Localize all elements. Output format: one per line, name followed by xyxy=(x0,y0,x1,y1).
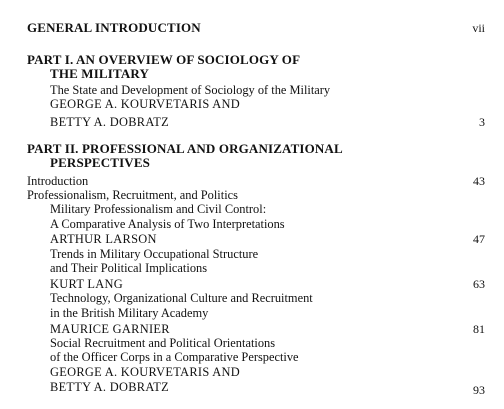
chapter-title: Military Professionalism and Civil Control: xyxy=(50,202,267,216)
part2-heading-text: PERSPECTIVES xyxy=(50,155,151,170)
author-name: KURT LANG xyxy=(50,277,123,291)
page-number: 63 xyxy=(473,277,485,291)
chapter-title: of the Officer Corps in a Comparative Perspective xyxy=(50,350,299,364)
chapter-title: Trends in Military Occupational Structure xyxy=(50,247,259,261)
part2-heading-text: PART II. PROFESSIONAL AND ORGANIZATIONAL xyxy=(27,141,343,156)
general-introduction-title: GENERAL INTRODUCTION xyxy=(27,20,201,35)
author-name: GEORGE A. KOURVETARIS AND xyxy=(50,365,240,379)
page-number: 81 xyxy=(473,322,485,336)
page-number: 3 xyxy=(479,115,485,129)
author-name: GEORGE A. KOURVETARIS AND xyxy=(50,97,240,111)
author-name: BETTY A. DOBRATZ xyxy=(50,380,169,394)
page-number: 43 xyxy=(473,174,485,188)
chapter-title: The State and Development of Sociology of the Military xyxy=(50,83,331,97)
general-introduction-page: vii xyxy=(472,21,485,35)
section-title: Introduction xyxy=(27,174,89,188)
section-title: Professionalism, Recruitment, and Politics xyxy=(27,188,238,202)
chapter-title: Social Recruitment and Political Orientations xyxy=(50,336,276,350)
part1-heading-text: THE MILITARY xyxy=(50,66,149,81)
chapter-title: in the British Military Academy xyxy=(50,306,209,320)
author-name: MAURICE GARNIER xyxy=(50,322,170,336)
chapter-title: and Their Political Implications xyxy=(50,261,208,275)
part1-heading-text: PART I. AN OVERVIEW OF SOCIOLOGY OF xyxy=(27,52,301,67)
author-name: ARTHUR LARSON xyxy=(50,232,157,246)
page-number: 93 xyxy=(473,383,485,397)
chapter-title: A Comparative Analysis of Two Interpretations xyxy=(50,217,285,231)
page-number: 47 xyxy=(473,232,485,246)
author-name: BETTY A. DOBRATZ xyxy=(50,115,169,129)
chapter-title: Technology, Organizational Culture and Recruitment xyxy=(50,291,313,305)
